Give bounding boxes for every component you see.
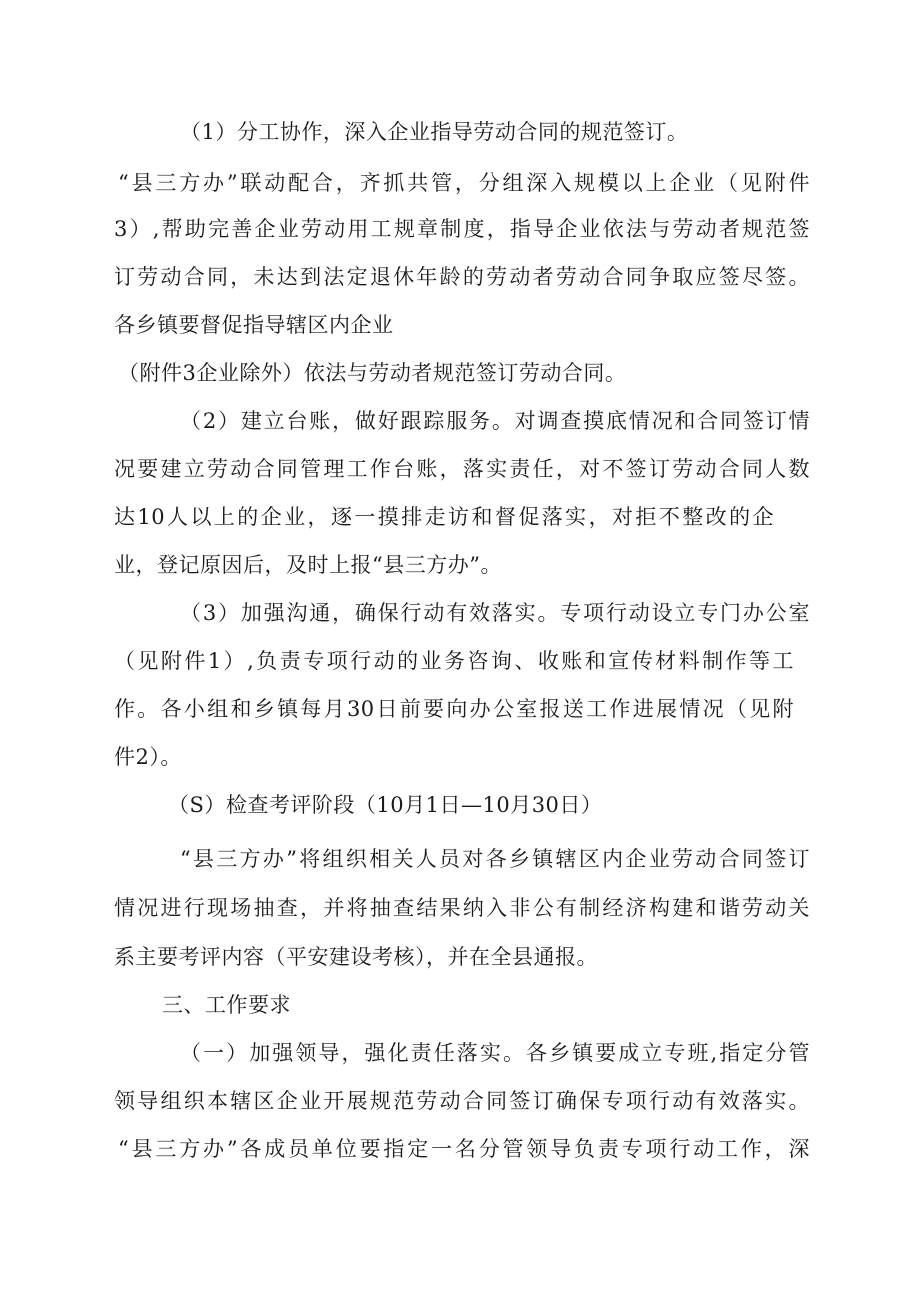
paragraph-line: 达10人以上的企业，逐一摸排走访和督促落实，对拒不整改的企 [114,505,774,529]
paragraph-line: （见附件1）,负责专项行动的业务咨询、收账和宣传材料制作等工 [114,649,794,673]
paragraph-line: （3）加强沟通，确保行动有效落实。专项行动设立专门办公室 [180,601,810,625]
paragraph-line: （1）分工协作，深入企业指导劳动合同的规范签订。 [180,120,689,144]
paragraph-line: （一）加强领导，强化责任落实。各乡镇要成立专班,指定分管 [180,1041,810,1065]
paragraph-line: 系主要考评内容（平安建设考核），并在全县通报。 [114,945,598,969]
paragraph-line: 业，登记原因后，及时上报“县三方办”。 [114,553,502,577]
paragraph-line: 件2）。 [114,745,182,769]
paragraph-line: 3）,帮助完善企业劳动用工规章制度，指导企业依法与劳动者规范签 [114,217,810,241]
paragraph-line: “县三方办”联动配合，齐抓共管，分组深入规模以上企业（见附件 [118,171,810,195]
paragraph-line: 作。各小组和乡镇每月30日前要向办公室报送工作进展情况（见附 [114,697,794,721]
section-heading: （S）检查考评阶段（10月1日—10月30日） [168,793,603,817]
section-heading: 三、工作要求 [162,993,291,1017]
paragraph-line: 情况进行现场抽查，并将抽查结果纳入非公有制经济构建和谐劳动关 [114,896,810,920]
paragraph-line: 况要建立劳动合同管理工作台账，落实责任，对不签订劳动合同人数 [114,457,810,481]
paragraph-line: “县三方办”将组织相关人员对各乡镇辖区内企业劳动合同签订 [180,847,810,871]
paragraph-line: （附件3企业除外）依法与劳动者规范签订劳动合同。 [118,361,627,385]
paragraph-line: 各乡镇要督促指导辖区内企业 [114,313,394,337]
paragraph-line: 订劳动合同，未达到法定退休年龄的劳动者劳动合同争取应签尽签。 [114,265,810,289]
paragraph-line: （2）建立台账，做好跟踪服务。对调查摸底情况和合同签订情 [180,409,810,433]
paragraph-line: 领导组织本辖区企业开展规范劳动合同签订确保专项行动有效落实。 [114,1089,810,1113]
paragraph-line: “县三方办”各成员单位要指定一名分管领导负责专项行动工作，深 [118,1137,810,1161]
